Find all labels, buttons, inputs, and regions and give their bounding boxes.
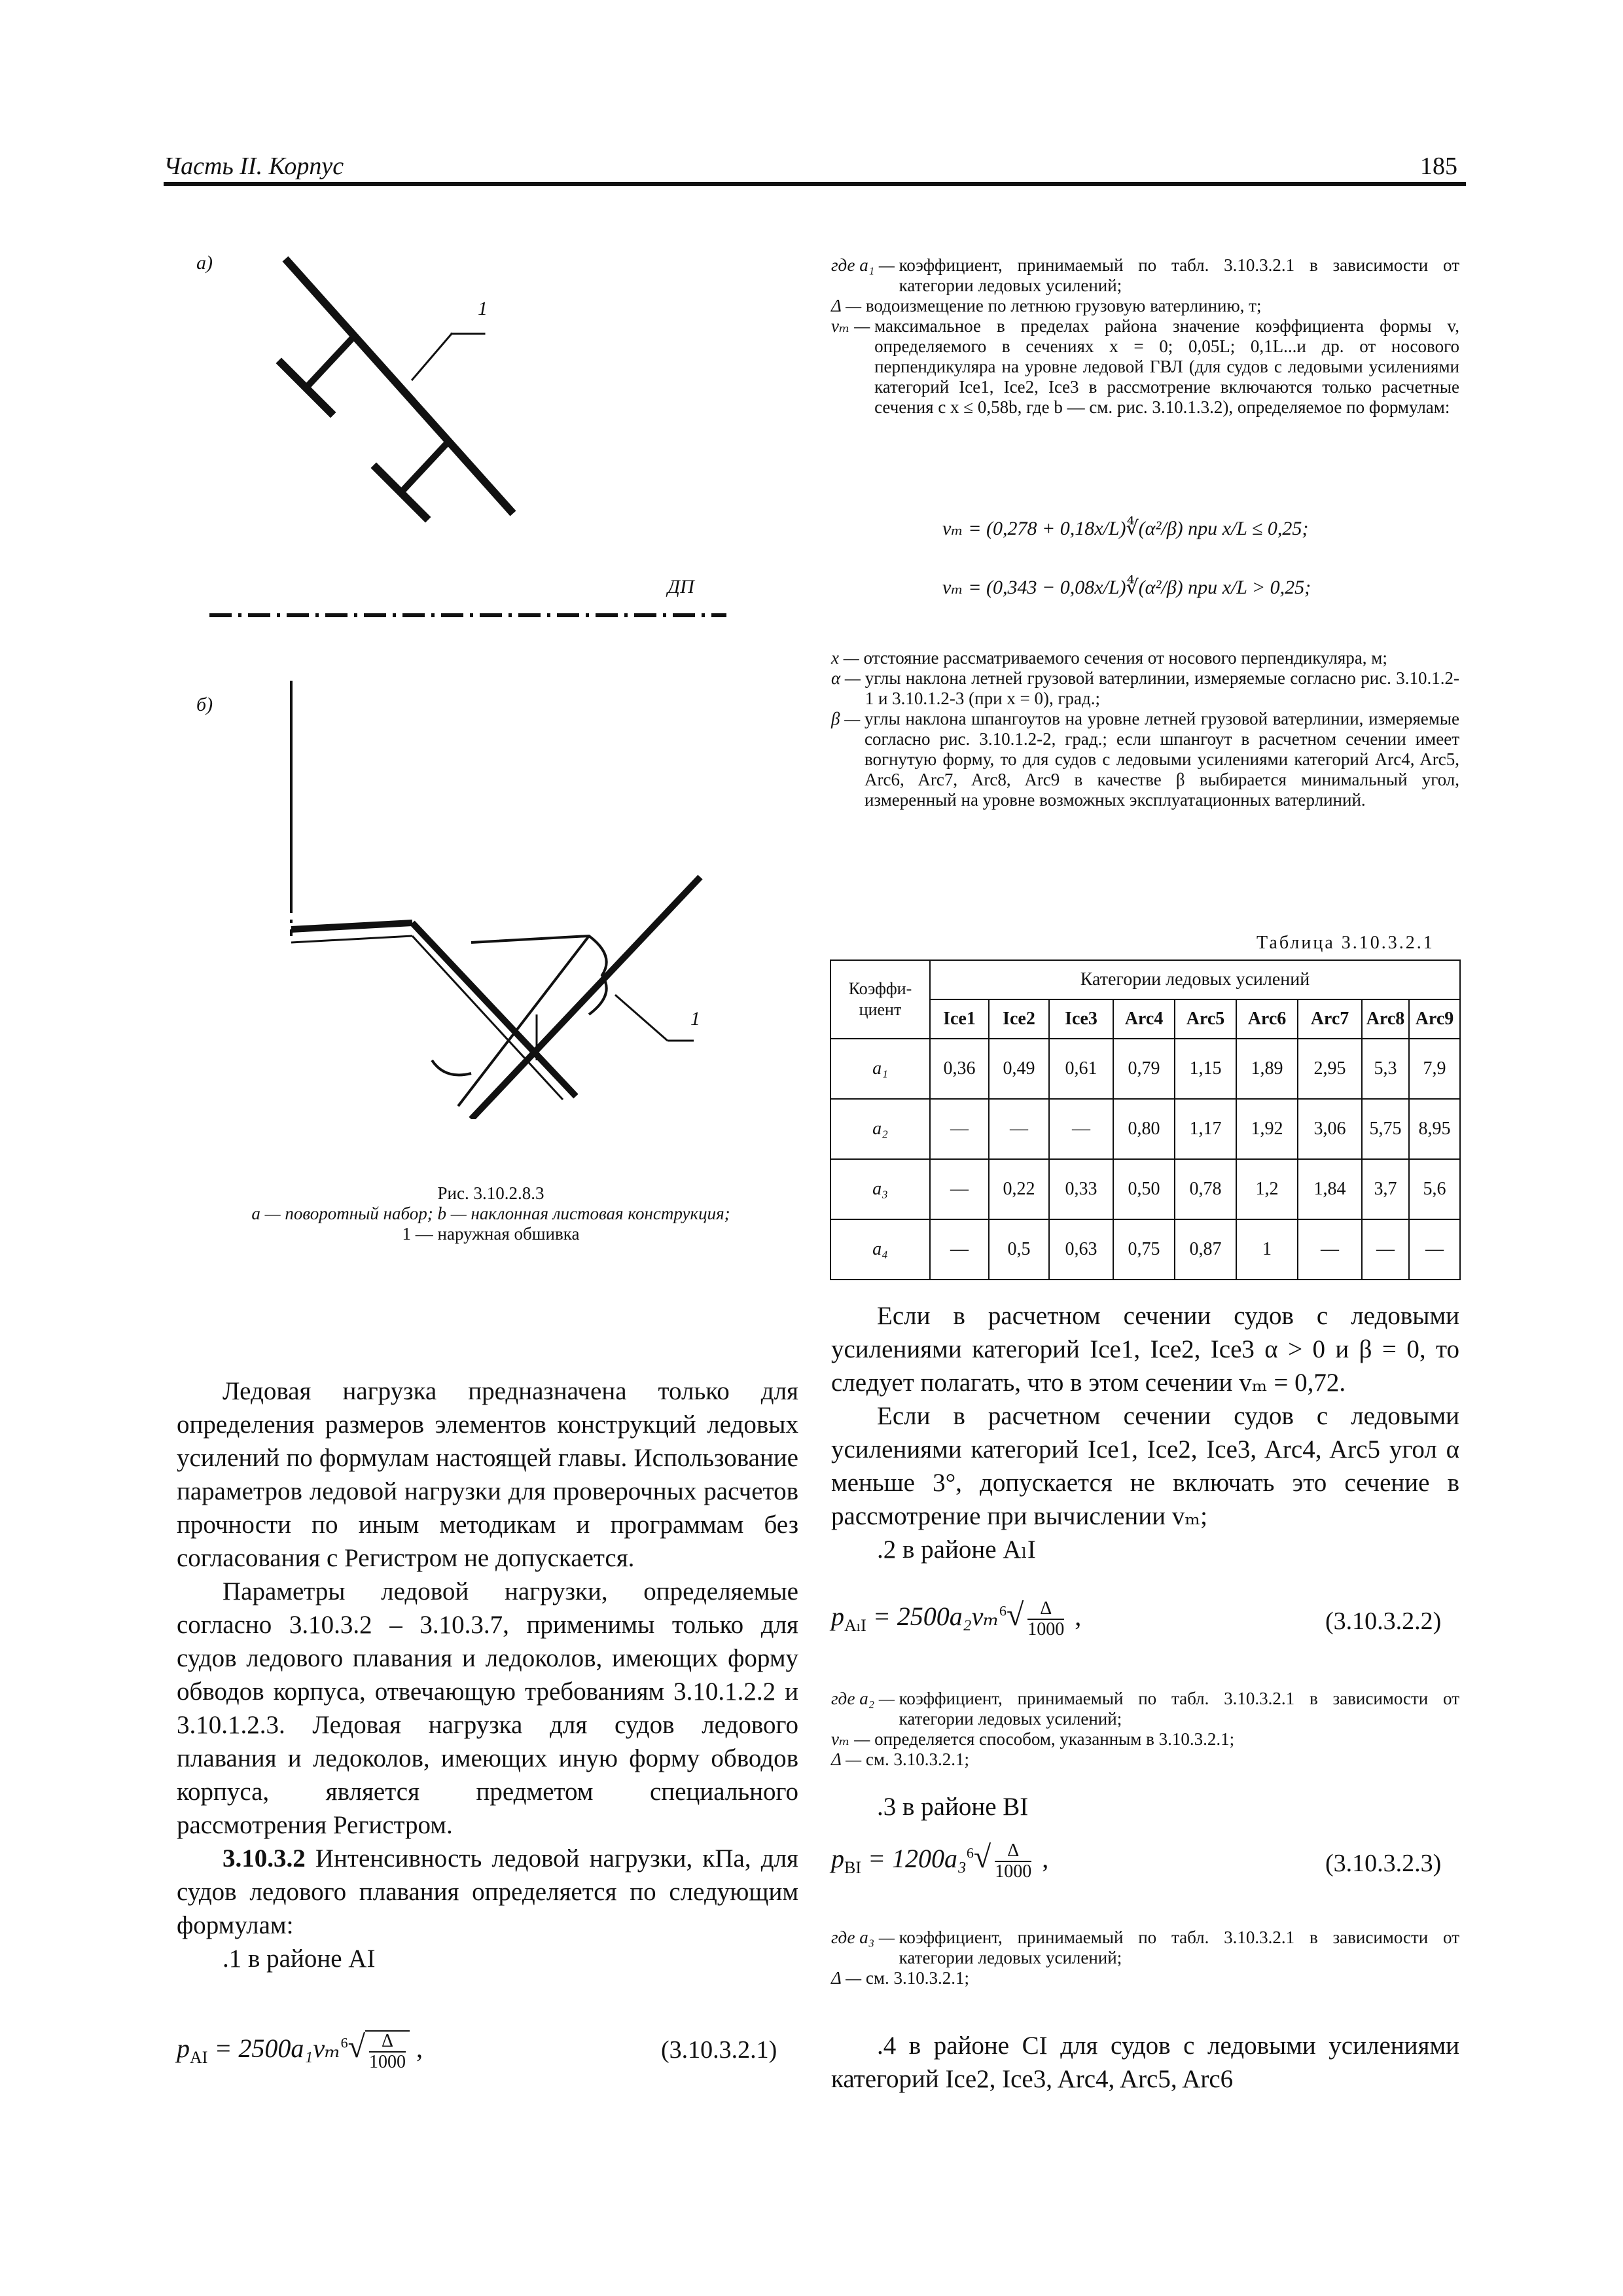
right-column-text: [831, 1299, 1459, 1566]
definitions-formula-2: [831, 1689, 1459, 1770]
table-cell: 1,17: [1175, 1099, 1236, 1159]
table-cell: 1,89: [1236, 1039, 1298, 1099]
table-cell: —: [1409, 1219, 1460, 1280]
definition-text: коэффициент, принимаемый по табл. 3.10.3.2.1 в зависимости от категории ледовых усилений;: [899, 1928, 1459, 1967]
table-cell: 0,87: [1175, 1219, 1236, 1280]
table-cell: 0,36: [930, 1039, 989, 1099]
table-title: Таблица 3.10.3.2.1: [1257, 933, 1435, 953]
clause-text: Интенсивность ледовой нагрузки, кПа, для судов ледового плавания определяется по следующим формулам:: [177, 1844, 798, 1939]
fraction-denominator: 1000: [368, 2051, 406, 2072]
caption-title: Рис. 3.10.2.8.3: [437, 1183, 544, 1203]
table-category-cell: Arc8: [1362, 999, 1409, 1039]
definition-row: [831, 255, 1459, 296]
definition-row: [831, 668, 1459, 709]
formula-1-root-index: 6: [340, 2034, 348, 2051]
table-category-cell: Ice1: [930, 999, 989, 1039]
coef-table: [830, 960, 1461, 1280]
formula-3-10-3-2-1: $p_{AI} = 2500a_1v_m^6√$ $\frac{\Delta}{1000}$ ,: [177, 2030, 423, 2072]
paragraph-alpha-3deg: Если в расчетном сечении судов с ледовыми усилениями категорий Ice1, Ice2, Ice3, Arc4, Arc5 угол α меньше 3°, допускается не включать это сечение в рассмотрение при вычислении vₘ;: [831, 1402, 1459, 1530]
fraction-numerator: Δ: [995, 1841, 1031, 1862]
table-cell: 3,06: [1298, 1099, 1362, 1159]
item-4: .4 в районе CI для судов с ледовыми усилениями категорий Ice2, Ice3, Arc4, Arc5, Arc6: [831, 2032, 1459, 2093]
formula-3-lhs: p: [831, 1844, 844, 1873]
formula-3-sub: BI: [844, 1858, 861, 1877]
table-category-cell: Ice3: [1049, 999, 1113, 1039]
table-cell: 1,92: [1236, 1099, 1298, 1159]
table-cell: —: [1298, 1219, 1362, 1280]
table-row-name: a₂: [830, 1099, 930, 1159]
definitions-mid: [831, 648, 1459, 810]
table-cell: 1,2: [1236, 1159, 1298, 1219]
item-3: .3 в районе BI: [877, 1793, 1029, 1821]
paragraph-3-10-3-2: [177, 1842, 798, 1942]
definition-symbol: Δ —: [831, 1968, 866, 1988]
table-cell: —: [930, 1099, 989, 1159]
table-cell: —: [1049, 1099, 1113, 1159]
definitions-formula-3: [831, 1928, 1459, 1988]
definition-row: [831, 316, 1459, 418]
table-row: [830, 1159, 1460, 1219]
table-cell: 5,75: [1362, 1099, 1409, 1159]
formula-2-sub: AₗI: [844, 1616, 866, 1635]
header-rule: [164, 182, 1466, 186]
formula-1-rhs: = 2500a₁vₘ: [207, 2034, 341, 2063]
definition-row: [831, 709, 1459, 810]
table-category-cell: Arc7: [1298, 999, 1362, 1039]
table-cell: 0,79: [1113, 1039, 1175, 1099]
definition-row: [831, 1928, 1459, 1968]
definition-text: см. 3.10.3.2.1;: [865, 1968, 969, 1988]
formula-3-10-3-2-3: $p_{BI} = 1200a_3^6√$ $\frac{\Delta}{1000}$ ,: [831, 1840, 1049, 1882]
callout-label-a: 1: [478, 298, 488, 319]
dp-label: ДП: [668, 576, 694, 598]
caption-line-1: а — поворотный набор; b — наклонная листовая конструкция;: [251, 1204, 730, 1223]
table-cell: 1: [1236, 1219, 1298, 1280]
definitions-top: [831, 255, 1459, 418]
table-cell: 3,7: [1362, 1159, 1409, 1219]
formula-1-lhs: p: [177, 2034, 190, 2063]
formula-2-rhs: = 2500a₂vₘ: [866, 1602, 999, 1631]
table-cell: 0,80: [1113, 1099, 1175, 1159]
definition-text: коэффициент, принимаемый по табл. 3.10.3.2.1 в зависимости от категории ледовых усилений;: [899, 1689, 1459, 1729]
table-row-name: a₄: [830, 1219, 930, 1280]
paragraph-ice-load-purpose: Ледовая нагрузка предназначена только для определения размеров элементов конструкций ледовых усилений по формулам настоящей главы. Использование параметров ледовой нагрузки для проверочных расчетов прочности по иным методикам и программам без согласования с Регистром не допускается.: [177, 1377, 798, 1572]
table-row: [830, 1039, 1460, 1099]
item-2: .2 в районе AₗI: [877, 1535, 1036, 1564]
figure-label-b: б): [196, 694, 213, 715]
table-cell: 0,78: [1175, 1159, 1236, 1219]
table-head-group: Категории ледовых усилений: [930, 960, 1460, 999]
vm-formula-1: vₘ = (0,278 + 0,18x/L)∜(α²/β) при x/L ≤ 0,25;: [942, 518, 1309, 539]
table-cell: —: [930, 1159, 989, 1219]
table-cell: 0,49: [989, 1039, 1049, 1099]
callout-label-b: 1: [690, 1008, 700, 1030]
left-column-text: [177, 1374, 798, 1975]
equation-number-1: (3.10.3.2.1): [661, 2036, 777, 2064]
definition-symbol: x —: [831, 648, 864, 668]
table-cell: 0,63: [1049, 1219, 1113, 1280]
running-header: Часть II. Корпус: [164, 152, 344, 180]
definition-symbol: vₘ —: [831, 1729, 875, 1749]
table-cell: 7,9: [1409, 1039, 1460, 1099]
vm-formula-2: vₘ = (0,343 − 0,08x/L)∜(α²/β) при x/L > 0,25;: [942, 577, 1311, 598]
figure-label-a: а): [196, 252, 213, 274]
fraction: [991, 1841, 1035, 1882]
paragraph-vm-072: Если в расчетном сечении судов с ледовыми усилениями категорий Ice1, Ice2, Ice3 α > 0 и β = 0, то следует полагать, что в этом сечении vₘ = 0,72.: [831, 1302, 1459, 1397]
table-cell: —: [989, 1099, 1049, 1159]
definition-text: углы наклона шпангоутов на уровне летней грузовой ватерлинии, измеряемые согласно рис. 3.10.1.2-2, град.; если шпангоут в расчетном сечении имеет вогнутую форму, то для судов с ледовыми усилениями категорий Arc4, Arc5, Arc6, Arc7, Arc8, Arc9 в качестве β выбирается минимальный угол, измеренный на уровне возможных эксплуатационных ватерлиний.: [864, 709, 1459, 810]
table-row-name: a₁: [830, 1039, 930, 1099]
table-cell: 2,95: [1298, 1039, 1362, 1099]
definition-row: [831, 296, 1459, 316]
page-number: 185: [1420, 152, 1457, 180]
formula-2-lhs: p: [831, 1602, 844, 1631]
equation-number-2: (3.10.3.2.2): [1325, 1607, 1442, 1635]
table-row-name: a₃: [830, 1159, 930, 1219]
definition-row: [831, 1968, 1459, 1988]
radical-sign: √: [973, 1840, 991, 1874]
table-cell: 0,75: [1113, 1219, 1175, 1280]
table-cell: 5,6: [1409, 1159, 1460, 1219]
fraction: [365, 2030, 410, 2072]
definition-row: [831, 1729, 1459, 1749]
table-row: [830, 1219, 1460, 1280]
table-category-cell: Ice2: [989, 999, 1049, 1039]
table-category-cell: Arc4: [1113, 999, 1175, 1039]
figure-caption: [177, 1183, 805, 1244]
caption-line-2: 1 — наружная обшивка: [402, 1224, 580, 1244]
definition-symbol: где a₃ —: [831, 1928, 899, 1947]
table-row: [830, 1099, 1460, 1159]
table-cell: 1,15: [1175, 1039, 1236, 1099]
definition-text: водоизмещение по летнюю грузовую ватерлинию, т;: [865, 296, 1262, 315]
table-cell: 0,61: [1049, 1039, 1113, 1099]
structural-figure: [196, 249, 733, 1119]
equation-number-3: (3.10.3.2.3): [1325, 1850, 1442, 1877]
table-cell: —: [930, 1219, 989, 1280]
table-cell: 8,95: [1409, 1099, 1460, 1159]
table-cell: 0,33: [1049, 1159, 1113, 1219]
definition-row: [831, 648, 1459, 668]
clause-number: 3.10.3.2: [223, 1844, 306, 1873]
fraction: [1024, 1599, 1068, 1640]
item-1: .1 в районе AI: [223, 1945, 376, 1973]
table-cell: 0,22: [989, 1159, 1049, 1219]
fraction-numerator: Δ: [1027, 1599, 1064, 1620]
definition-symbol: α —: [831, 668, 865, 688]
definition-symbol: Δ —: [831, 1749, 866, 1769]
formula-1-sub: AI: [190, 2048, 208, 2067]
definition-text: см. 3.10.3.2.1;: [865, 1749, 969, 1769]
table-category-cell: Arc5: [1175, 999, 1236, 1039]
table-cell: 0,50: [1113, 1159, 1175, 1219]
table-cell: —: [1362, 1219, 1409, 1280]
table-head-coef: Коэффи- циент: [830, 960, 930, 1039]
definition-text: коэффициент, принимаемый по табл. 3.10.3.2.1 в зависимости от категории ледовых усилений;: [899, 255, 1459, 295]
definition-row: [831, 1749, 1459, 1770]
radical-sign: √: [1006, 1598, 1024, 1632]
formula-3-10-3-2-2: $p_{A_lI} = 2500a_2v_m^6√$ $\frac{\Delta}{1000}$ ,: [831, 1598, 1082, 1640]
definition-symbol: β —: [831, 709, 865, 728]
formula-3-rhs: = 1200a₃: [861, 1844, 967, 1873]
table-cell: 1,84: [1298, 1159, 1362, 1219]
table-category-cell: Arc6: [1236, 999, 1298, 1039]
definition-symbol: Δ —: [831, 296, 866, 315]
table-cell: 0,5: [989, 1219, 1049, 1280]
definition-text: отстояние рассматриваемого сечения от носового перпендикуляра, м;: [863, 648, 1387, 668]
coefficient-table: [830, 960, 1461, 1280]
paragraph-ice-load-applicability: Параметры ледовой нагрузки, определяемые согласно 3.10.3.2 – 3.10.3.7, применимы только для судов ледового плавания и ледоколов, имеющих форму обводов корпуса, отвечающую требованиям 3.10.1.2.2 и 3.10.1.2.3. Ледовая нагрузка для судов ледового плавания и ледоколов, имеющих иную форму обводов корпуса, является предметом специального рассмотрения Регистром.: [177, 1577, 798, 1839]
definition-text: максимальное в пределах района значение коэффициента формы v, определяемого в сечениях x = 0; 0,05L; 0,1L...и др. от носового перпендикуляра на уровне ледовой ГВЛ (для судов с ледовыми усилениями категорий Ice1, Ice2, Ice3 в рассмотрение включаются только расчетные сечения с x ≤ 0,58b, где b — см. рис. 3.10.1.3.2), определяемое по формулам:: [874, 316, 1459, 417]
fraction-numerator: Δ: [369, 2032, 406, 2053]
fraction-denominator: 1000: [995, 1861, 1032, 1882]
definition-text: определяется способом, указанным в 3.10.3.2.1;: [874, 1729, 1235, 1749]
definition-symbol: vₘ —: [831, 316, 875, 336]
radical-sign: √: [348, 2030, 365, 2064]
table-cell: 5,3: [1362, 1039, 1409, 1099]
definition-row: [831, 1689, 1459, 1729]
definition-symbol: где a₁ —: [831, 255, 899, 275]
definition-symbol: где a₂ —: [831, 1689, 899, 1708]
fraction-denominator: 1000: [1027, 1619, 1065, 1640]
table-category-cell: Arc9: [1409, 999, 1460, 1039]
definition-text: углы наклона летней грузовой ватерлинии, измеряемые согласно рис. 3.10.1.2-1 и 3.10.1.2-3 (при x = 0), град.;: [865, 668, 1459, 708]
